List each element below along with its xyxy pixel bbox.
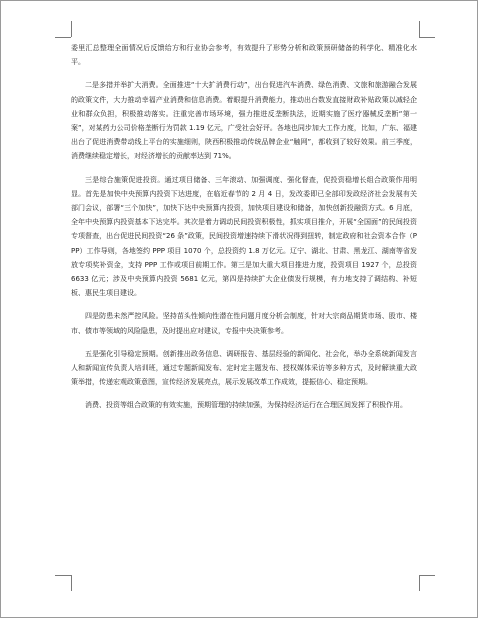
crop-mark-top-left-v <box>71 21 72 37</box>
crop-mark-top-left-h <box>55 37 71 38</box>
crop-mark-bottom-left-h <box>55 575 71 576</box>
paragraph-conclusion: 消费、投资等组合政策的有效实施，预期管理的持续加强，为保持经济运行在合理区间发挥了积极作用。 <box>85 401 407 410</box>
paragraph-investment: 三是综合施策促进投资。通过项目储备、三年滚动、加强调度、强化督查，促投资稳增长组合政策作用明显。首先是加快中央预算内投资下达进度，在临近春节的 2 月 4 日，发改委即已全部印发政经济社会发展有关部门会议，部署“三个加快”，加快下达中央预算内投资，加快项目建设和储备，加快创新投融资方式。6 月底，全年中央预算内投资基本下达完毕。其次是着力调动民间投资积极性，抓实项目推介，开展“全国面”的民间投资专项督查，出台促进民间投资“26 条”政策，民间投资增速持续下滑状况得到扭转，制定政府和社会资本合作（PPP）工作导则，各地签约 PPP 项目 1070 个，总投资约 1.8 万亿元。辽宁、湖北、甘肃、黑龙江、湖南等省发放专项奖补资金，支持 PPP 工作或项目前期工作。第三是加大重大项目推进力度，投资项目 1927 个，总投资 6633 亿元；涉及中央预算内投资 5681 亿元，第四是持续扩大企业债发行规模，有力地支持了调结构、补短板、惠民生项目建设。 <box>71 175 417 298</box>
crop-mark-top-right-v <box>419 21 420 37</box>
crop-mark-bottom-left-v <box>71 575 72 591</box>
document-body <box>71 41 417 422</box>
crop-mark-bottom-right-v <box>419 575 420 591</box>
paragraph-expectations: 五是强化引导稳定预期。创新推出政务信息、调研报告、基层经验的新闻化、社会化，举办全系统新闻发言人和新闻宣传负责人培训班，通过专题新闻发布、定时定主题发布、授权媒体采访等多种方式，及时解读重大政策举措，传递宏观政策意图，宣传经济发展亮点，展示发展改革工作成效，提振信心、稳定预期。 <box>71 349 417 387</box>
paragraph-consumption: 二是多措并举扩大消费。全面推进“十大扩消费行动”，出台促进汽车消费、绿色消费、文旅和旅游融合发展的政策文件，大力推动幸福产业消费和信息消费。着眼提升消费能力，推动出台数发直接财政补贴政策以减轻企业和群众负担，积极推动落实。注重完善市场环境，强力推进反垄断执法，近期实施了医疗器械反垄断“第一案”，对某药力公司价格垄断行为罚款 1.19 亿元，广受社会好评。各地也同步加大工作力度，比如，广东、福建出台了促进消费带动线上平台的实施细则，陕西积极推动传统品牌企业“触网”，都收到了较好效果。前三季度，消费继续稳定增长，对经济增长的贡献率达到 71%。 <box>71 81 417 161</box>
crop-mark-bottom-right-h <box>419 575 435 576</box>
crop-mark-top-right-h <box>419 37 435 38</box>
paragraph-continuation: 委里汇总整理全面情况后反馈给方和行业协会参考，有效提升了形势分析和政策预研储备的科学化、精准化水平。 <box>71 44 417 67</box>
paragraph-risk-control: 四是防患未然严控风险。坚持苗头性倾向性潜在性问题月度分析会制度，针对大宗商品期货市场、股市、楼市、债市等领域的风险隐患，及时提出应对建议，专报中央决策参考。 <box>71 312 417 335</box>
